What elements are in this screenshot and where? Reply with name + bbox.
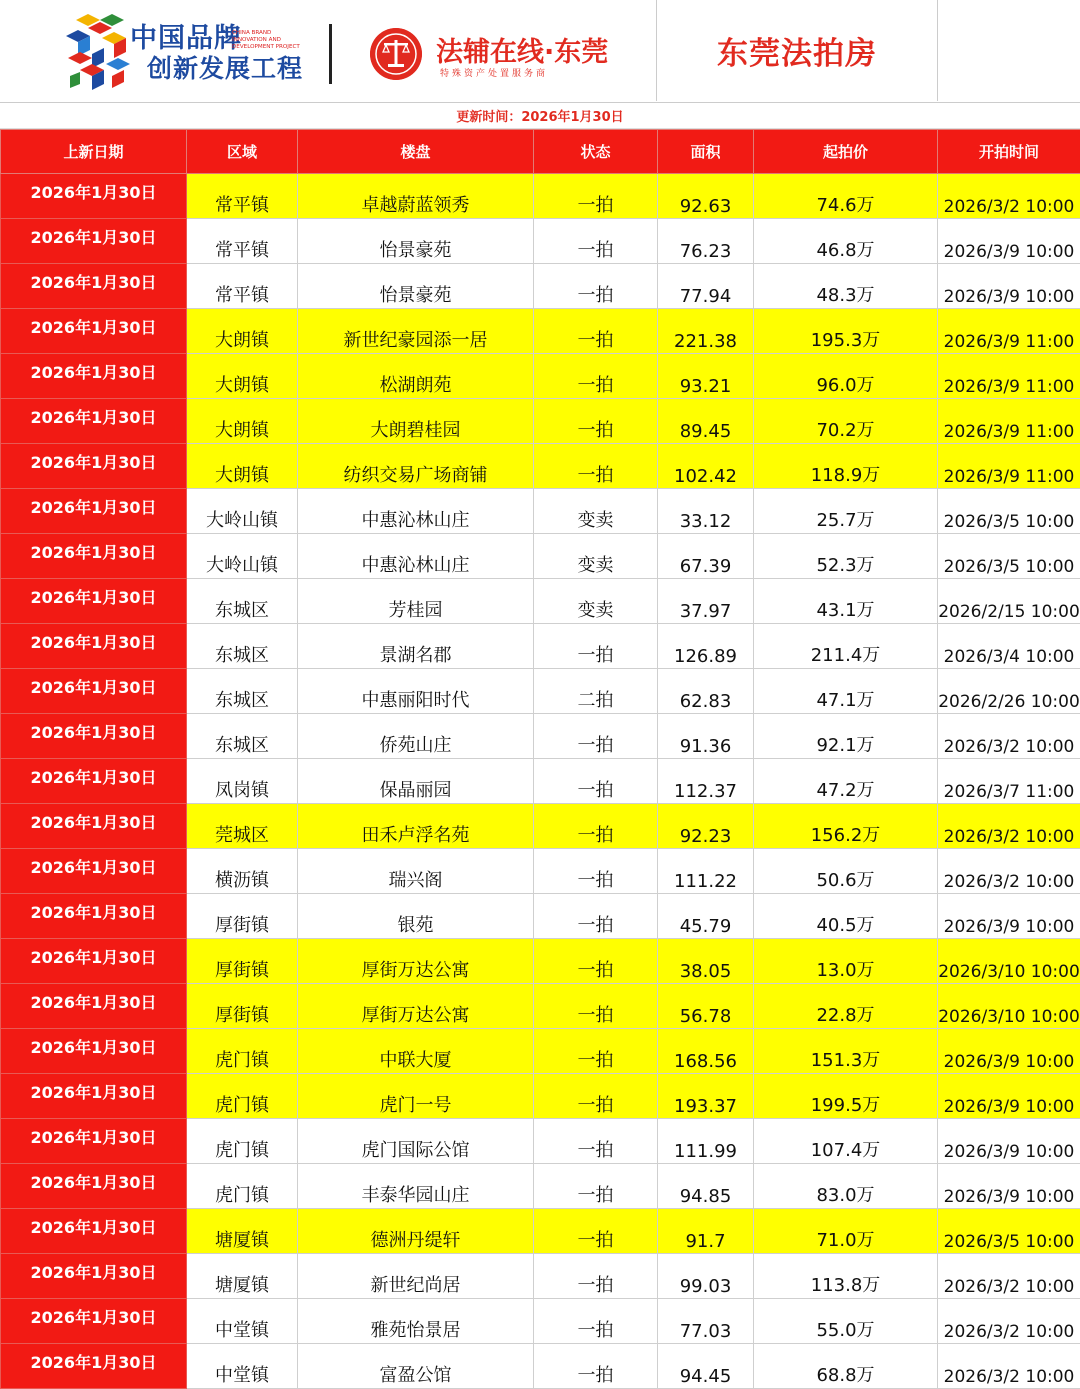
- column-header-date: 上新日期: [1, 130, 187, 174]
- table-row: [1, 1164, 1080, 1209]
- cell-price: 68.8万: [754, 1344, 938, 1389]
- table-row: [1, 444, 1080, 489]
- cell-size: 92.63: [658, 174, 754, 219]
- cell-price: 92.1万: [754, 714, 938, 759]
- logo1-english: CHINA BRAND INNOVATION AND DEVELOPMENT PROJECT: [232, 30, 302, 51]
- cell-date: 2026年1月30日: [1, 1299, 187, 1344]
- cell-status: 一拍: [534, 1254, 658, 1299]
- cell-date: 2026年1月30日: [1, 1119, 187, 1164]
- table-row: [1, 1029, 1080, 1074]
- cell-time: 2026/3/9 11:00: [938, 399, 1080, 444]
- cell-area: 东城区: [187, 669, 298, 714]
- table-row: [1, 939, 1080, 984]
- cell-estate: 富盈公馆: [298, 1344, 534, 1389]
- cell-date: 2026年1月30日: [1, 939, 187, 984]
- table-row: [1, 1119, 1080, 1164]
- cell-size: 94.45: [658, 1344, 754, 1389]
- cell-size: 102.42: [658, 444, 754, 489]
- cell-time: 2026/3/2 10:00: [938, 1299, 1080, 1344]
- cell-area: 虎门镇: [187, 1119, 298, 1164]
- cell-date: 2026年1月30日: [1, 579, 187, 624]
- cell-size: 56.78: [658, 984, 754, 1029]
- cell-date: 2026年1月30日: [1, 264, 187, 309]
- brand-cell: [656, 0, 938, 101]
- column-header-area: 区域: [187, 130, 298, 174]
- cell-time: 2026/3/5 10:00: [938, 1209, 1080, 1254]
- cell-area: 常平镇: [187, 264, 298, 309]
- cell-area: 大朗镇: [187, 444, 298, 489]
- cell-area: 虎门镇: [187, 1164, 298, 1209]
- cell-estate: 厚街万达公寓: [298, 984, 534, 1029]
- cell-area: 塘厦镇: [187, 1209, 298, 1254]
- cell-status: 一拍: [534, 984, 658, 1029]
- cell-area: 东城区: [187, 714, 298, 759]
- cell-date: 2026年1月30日: [1, 219, 187, 264]
- table-row: [1, 1074, 1080, 1119]
- cell-estate: 雅苑怡景居: [298, 1299, 534, 1344]
- table-row: [1, 624, 1080, 669]
- cell-price: 113.8万: [754, 1254, 938, 1299]
- brand-title: 东莞法拍房: [717, 28, 877, 73]
- cell-estate: 德洲丹缇轩: [298, 1209, 534, 1254]
- cell-status: 一拍: [534, 399, 658, 444]
- logo1-subtitle: 创新发展工程: [147, 54, 303, 84]
- cell-date: 2026年1月30日: [1, 984, 187, 1029]
- cell-estate: 虎门国际公馆: [298, 1119, 534, 1164]
- cell-estate: 侨苑山庄: [298, 714, 534, 759]
- cell-time: 2026/3/9 10:00: [938, 1164, 1080, 1209]
- cell-size: 168.56: [658, 1029, 754, 1074]
- scales-of-justice-icon: [370, 28, 422, 80]
- cell-area: 大岭山镇: [187, 489, 298, 534]
- cell-time: 2026/3/5 10:00: [938, 489, 1080, 534]
- cell-area: 大岭山镇: [187, 534, 298, 579]
- cell-time: 2026/3/9 10:00: [938, 219, 1080, 264]
- cell-estate: 中惠沁林山庄: [298, 489, 534, 534]
- table-row: [1, 264, 1080, 309]
- cell-size: 91.7: [658, 1209, 754, 1254]
- cell-price: 71.0万: [754, 1209, 938, 1254]
- cell-price: 96.0万: [754, 354, 938, 399]
- cell-date: 2026年1月30日: [1, 1074, 187, 1119]
- cell-price: 74.6万: [754, 174, 938, 219]
- cell-time: 2026/3/7 11:00: [938, 759, 1080, 804]
- table-row: [1, 579, 1080, 624]
- cell-estate: 银苑: [298, 894, 534, 939]
- cell-date: 2026年1月30日: [1, 309, 187, 354]
- cell-date: 2026年1月30日: [1, 399, 187, 444]
- cell-price: 211.4万: [754, 624, 938, 669]
- logo2-subtitle: 特殊资产处置服务商: [440, 66, 548, 79]
- cell-estate: 中惠沁林山庄: [298, 534, 534, 579]
- table-row: [1, 759, 1080, 804]
- cell-size: 221.38: [658, 309, 754, 354]
- cell-price: 55.0万: [754, 1299, 938, 1344]
- column-header-size: 面积: [658, 130, 754, 174]
- cell-status: 一拍: [534, 1029, 658, 1074]
- table-row: [1, 174, 1080, 219]
- logo2-title: 法辅在线·东莞: [436, 30, 608, 69]
- cell-estate: 田禾卢浮名苑: [298, 804, 534, 849]
- cell-price: 25.7万: [754, 489, 938, 534]
- cell-estate: 大朗碧桂园: [298, 399, 534, 444]
- table-row: [1, 489, 1080, 534]
- cell-status: 一拍: [534, 264, 658, 309]
- cell-price: 118.9万: [754, 444, 938, 489]
- cell-size: 62.83: [658, 669, 754, 714]
- cell-size: 77.94: [658, 264, 754, 309]
- cell-size: 99.03: [658, 1254, 754, 1299]
- cell-size: 126.89: [658, 624, 754, 669]
- cell-date: 2026年1月30日: [1, 354, 187, 399]
- table-row: [1, 219, 1080, 264]
- cell-estate: 怡景豪苑: [298, 219, 534, 264]
- table-row: [1, 849, 1080, 894]
- cell-status: 一拍: [534, 714, 658, 759]
- column-header-time: 开拍时间: [938, 130, 1080, 174]
- cell-date: 2026年1月30日: [1, 1164, 187, 1209]
- cell-price: 52.3万: [754, 534, 938, 579]
- cell-time: 2026/3/2 10:00: [938, 1344, 1080, 1389]
- cell-area: 塘厦镇: [187, 1254, 298, 1299]
- cube-logo-icon: [66, 14, 138, 92]
- cell-estate: 纺织交易广场商铺: [298, 444, 534, 489]
- cell-price: 107.4万: [754, 1119, 938, 1164]
- cell-size: 94.85: [658, 1164, 754, 1209]
- cell-size: 89.45: [658, 399, 754, 444]
- cell-time: 2026/3/2 10:00: [938, 174, 1080, 219]
- cell-price: 199.5万: [754, 1074, 938, 1119]
- cell-time: 2026/3/9 10:00: [938, 1074, 1080, 1119]
- cell-price: 156.2万: [754, 804, 938, 849]
- cell-size: 91.36: [658, 714, 754, 759]
- cell-size: 33.12: [658, 489, 754, 534]
- cell-area: 莞城区: [187, 804, 298, 849]
- cell-estate: 新世纪尚居: [298, 1254, 534, 1299]
- cell-area: 厚街镇: [187, 984, 298, 1029]
- cell-time: 2026/3/9 10:00: [938, 894, 1080, 939]
- table-row: [1, 804, 1080, 849]
- table-row: [1, 984, 1080, 1029]
- cell-time: 2026/2/15 10:00: [938, 579, 1080, 624]
- cell-area: 中堂镇: [187, 1299, 298, 1344]
- cell-estate: 丰泰华园山庄: [298, 1164, 534, 1209]
- cell-status: 一拍: [534, 624, 658, 669]
- cell-price: 83.0万: [754, 1164, 938, 1209]
- cell-estate: 厚街万达公寓: [298, 939, 534, 984]
- cell-status: 一拍: [534, 354, 658, 399]
- cell-price: 50.6万: [754, 849, 938, 894]
- table-row: [1, 1254, 1080, 1299]
- cell-price: 48.3万: [754, 264, 938, 309]
- table-row: [1, 714, 1080, 759]
- cell-area: 大朗镇: [187, 309, 298, 354]
- auction-table: [0, 129, 1080, 1389]
- fafu-logo: [330, 0, 656, 102]
- cell-date: 2026年1月30日: [1, 624, 187, 669]
- cell-estate: 保晶丽园: [298, 759, 534, 804]
- cell-status: 一拍: [534, 1344, 658, 1389]
- cell-status: 一拍: [534, 174, 658, 219]
- cell-time: 2026/3/2 10:00: [938, 714, 1080, 759]
- cell-estate: 卓越蔚蓝领秀: [298, 174, 534, 219]
- cell-time: 2026/3/10 10:00: [938, 939, 1080, 984]
- column-header-estate: 楼盘: [298, 130, 534, 174]
- cell-time: 2026/3/2 10:00: [938, 804, 1080, 849]
- table-row: [1, 1299, 1080, 1344]
- cell-status: 变卖: [534, 489, 658, 534]
- cell-status: 一拍: [534, 1209, 658, 1254]
- cell-area: 东城区: [187, 624, 298, 669]
- table-row: [1, 534, 1080, 579]
- cell-size: 67.39: [658, 534, 754, 579]
- cell-size: 38.05: [658, 939, 754, 984]
- cell-status: 一拍: [534, 894, 658, 939]
- cell-date: 2026年1月30日: [1, 849, 187, 894]
- cell-area: 虎门镇: [187, 1029, 298, 1074]
- cell-area: 厚街镇: [187, 894, 298, 939]
- table-row: [1, 894, 1080, 939]
- cell-estate: 虎门一号: [298, 1074, 534, 1119]
- cell-area: 厚街镇: [187, 939, 298, 984]
- cell-size: 77.03: [658, 1299, 754, 1344]
- cell-price: 22.8万: [754, 984, 938, 1029]
- table-row: [1, 399, 1080, 444]
- cell-status: 一拍: [534, 444, 658, 489]
- cell-time: 2026/3/9 11:00: [938, 444, 1080, 489]
- cell-status: 一拍: [534, 849, 658, 894]
- cell-status: 变卖: [534, 579, 658, 624]
- cell-price: 195.3万: [754, 309, 938, 354]
- cell-time: 2026/3/2 10:00: [938, 849, 1080, 894]
- cell-time: 2026/3/4 10:00: [938, 624, 1080, 669]
- table-header-row: [1, 130, 1080, 174]
- cell-estate: 新世纪豪园添一居: [298, 309, 534, 354]
- cell-date: 2026年1月30日: [1, 714, 187, 759]
- cell-date: 2026年1月30日: [1, 489, 187, 534]
- table-row: [1, 669, 1080, 714]
- cell-time: 2026/3/9 10:00: [938, 1029, 1080, 1074]
- column-header-status: 状态: [534, 130, 658, 174]
- cell-time: 2026/3/9 11:00: [938, 354, 1080, 399]
- cell-status: 一拍: [534, 1119, 658, 1164]
- cell-estate: 芳桂园: [298, 579, 534, 624]
- cell-estate: 瑞兴阁: [298, 849, 534, 894]
- cell-date: 2026年1月30日: [1, 1029, 187, 1074]
- cell-estate: 中联大厦: [298, 1029, 534, 1074]
- cell-date: 2026年1月30日: [1, 894, 187, 939]
- cell-price: 47.1万: [754, 669, 938, 714]
- cell-area: 中堂镇: [187, 1344, 298, 1389]
- cell-area: 常平镇: [187, 219, 298, 264]
- cell-date: 2026年1月30日: [1, 174, 187, 219]
- cell-price: 151.3万: [754, 1029, 938, 1074]
- cell-area: 大朗镇: [187, 399, 298, 444]
- cell-status: 一拍: [534, 1074, 658, 1119]
- cell-area: 横沥镇: [187, 849, 298, 894]
- cell-price: 47.2万: [754, 759, 938, 804]
- cell-size: 111.22: [658, 849, 754, 894]
- cell-status: 二拍: [534, 669, 658, 714]
- cell-date: 2026年1月30日: [1, 1209, 187, 1254]
- cell-area: 凤岗镇: [187, 759, 298, 804]
- cell-area: 常平镇: [187, 174, 298, 219]
- cell-date: 2026年1月30日: [1, 804, 187, 849]
- cell-date: 2026年1月30日: [1, 1254, 187, 1299]
- cell-price: 40.5万: [754, 894, 938, 939]
- cell-status: 一拍: [534, 939, 658, 984]
- cell-time: 2026/3/9 10:00: [938, 1119, 1080, 1164]
- cell-price: 46.8万: [754, 219, 938, 264]
- cell-estate: 松湖朗苑: [298, 354, 534, 399]
- cell-time: 2026/3/9 11:00: [938, 309, 1080, 354]
- cell-estate: 怡景豪苑: [298, 264, 534, 309]
- cell-time: 2026/3/2 10:00: [938, 1254, 1080, 1299]
- china-brand-logo: [0, 0, 330, 102]
- cell-size: 76.23: [658, 219, 754, 264]
- cell-size: 45.79: [658, 894, 754, 939]
- table-body: [1, 174, 1080, 1389]
- table-row: [1, 1209, 1080, 1254]
- cell-area: 虎门镇: [187, 1074, 298, 1119]
- cell-size: 37.97: [658, 579, 754, 624]
- table-row: [1, 354, 1080, 399]
- cell-status: 一拍: [534, 759, 658, 804]
- cell-size: 112.37: [658, 759, 754, 804]
- cell-date: 2026年1月30日: [1, 1344, 187, 1389]
- cell-status: 一拍: [534, 309, 658, 354]
- cell-date: 2026年1月30日: [1, 444, 187, 489]
- cell-size: 111.99: [658, 1119, 754, 1164]
- update-time-row: [0, 102, 1080, 129]
- header: [0, 0, 1080, 103]
- logo1-title: 中国品牌: [130, 24, 242, 54]
- cell-status: 一拍: [534, 804, 658, 849]
- column-header-price: 起拍价: [754, 130, 938, 174]
- cell-price: 43.1万: [754, 579, 938, 624]
- cell-status: 一拍: [534, 1164, 658, 1209]
- cell-estate: 中惠丽阳时代: [298, 669, 534, 714]
- cell-price: 70.2万: [754, 399, 938, 444]
- cell-estate: 景湖名郡: [298, 624, 534, 669]
- cell-size: 92.23: [658, 804, 754, 849]
- cell-size: 193.37: [658, 1074, 754, 1119]
- cell-status: 一拍: [534, 1299, 658, 1344]
- cell-time: 2026/3/5 10:00: [938, 534, 1080, 579]
- cell-status: 变卖: [534, 534, 658, 579]
- cell-time: 2026/3/9 10:00: [938, 264, 1080, 309]
- cell-date: 2026年1月30日: [1, 669, 187, 714]
- table-row: [1, 309, 1080, 354]
- cell-size: 93.21: [658, 354, 754, 399]
- cell-area: 东城区: [187, 579, 298, 624]
- cell-price: 13.0万: [754, 939, 938, 984]
- cell-date: 2026年1月30日: [1, 534, 187, 579]
- cell-date: 2026年1月30日: [1, 759, 187, 804]
- update-time-text: 更新时间：2026年1月30日: [456, 106, 623, 125]
- cell-time: 2026/3/10 10:00: [938, 984, 1080, 1029]
- table-row: [1, 1344, 1080, 1389]
- cell-time: 2026/2/26 10:00: [938, 669, 1080, 714]
- cell-status: 一拍: [534, 219, 658, 264]
- cell-area: 大朗镇: [187, 354, 298, 399]
